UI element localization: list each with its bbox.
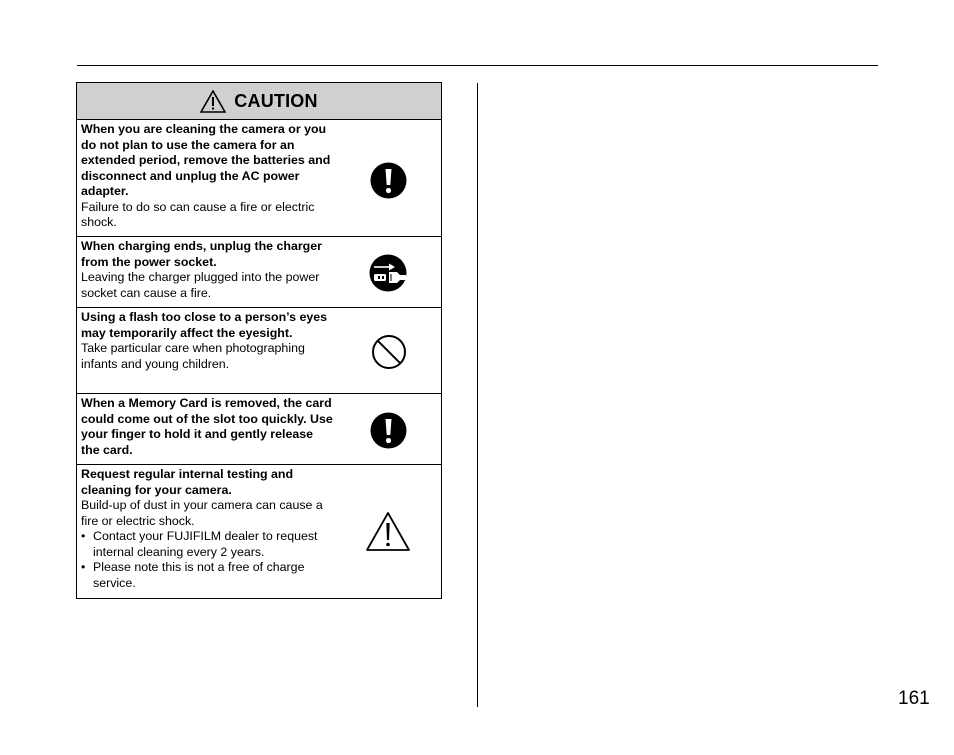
caution-item-text [81, 239, 333, 301]
list-item: • Contact your FUJIFILM dealer to request internal cleaning every 2 years. [81, 529, 333, 560]
caution-item-heading: Request regular internal testing and cleaning for your camera. [81, 467, 294, 497]
caution-item [77, 237, 441, 308]
caution-item-heading: When you are cleaning the camera or you do not plan to use the camera for an extended period, remove the batteries and disconnect and unplug the AC power adapter. [81, 122, 331, 198]
caution-item-body: Leaving the charger plugged into the power socket can cause a fire. [81, 270, 320, 300]
caution-item [77, 308, 441, 394]
column-divider [477, 83, 478, 707]
top-rule [77, 65, 878, 66]
caution-title: CAUTION [234, 90, 318, 111]
caution-box [76, 82, 442, 599]
unplug-icon [369, 254, 407, 292]
list-item: • Please note this is not a free of charge service. [81, 560, 333, 591]
warning-triangle-icon [365, 511, 411, 552]
page-number: 161 [898, 688, 930, 709]
caution-item-text [81, 122, 333, 231]
caution-item-heading: When charging ends, unplug the charger from the power socket. [81, 239, 322, 269]
caution-item-body: Build-up of dust in your camera can cause a fire or electric shock. [81, 498, 323, 528]
caution-item [77, 465, 441, 598]
prohibited-icon [371, 334, 407, 370]
caution-item-text [81, 467, 333, 591]
caution-item [77, 120, 441, 237]
caution-item-bullets [81, 529, 333, 591]
caution-item-body: Take particular care when photographing infants and young children. [81, 341, 305, 371]
caution-item-text [81, 310, 333, 372]
mandatory-exclamation-icon [370, 162, 407, 199]
caution-item-heading: Using a flash too close to a person’s eyes may temporarily affect the eyesight. [81, 310, 328, 340]
caution-item [77, 394, 441, 465]
caution-header [77, 83, 441, 120]
warning-triangle-icon [200, 90, 226, 113]
caution-item-text [81, 396, 333, 458]
mandatory-exclamation-icon [370, 412, 407, 449]
caution-item-body: Failure to do so can cause a fire or electric shock. [81, 199, 315, 229]
caution-item-heading: When a Memory Card is removed, the card could come out of the slot too quickly. Use your finger to hold it and gently release the card. [81, 396, 333, 457]
